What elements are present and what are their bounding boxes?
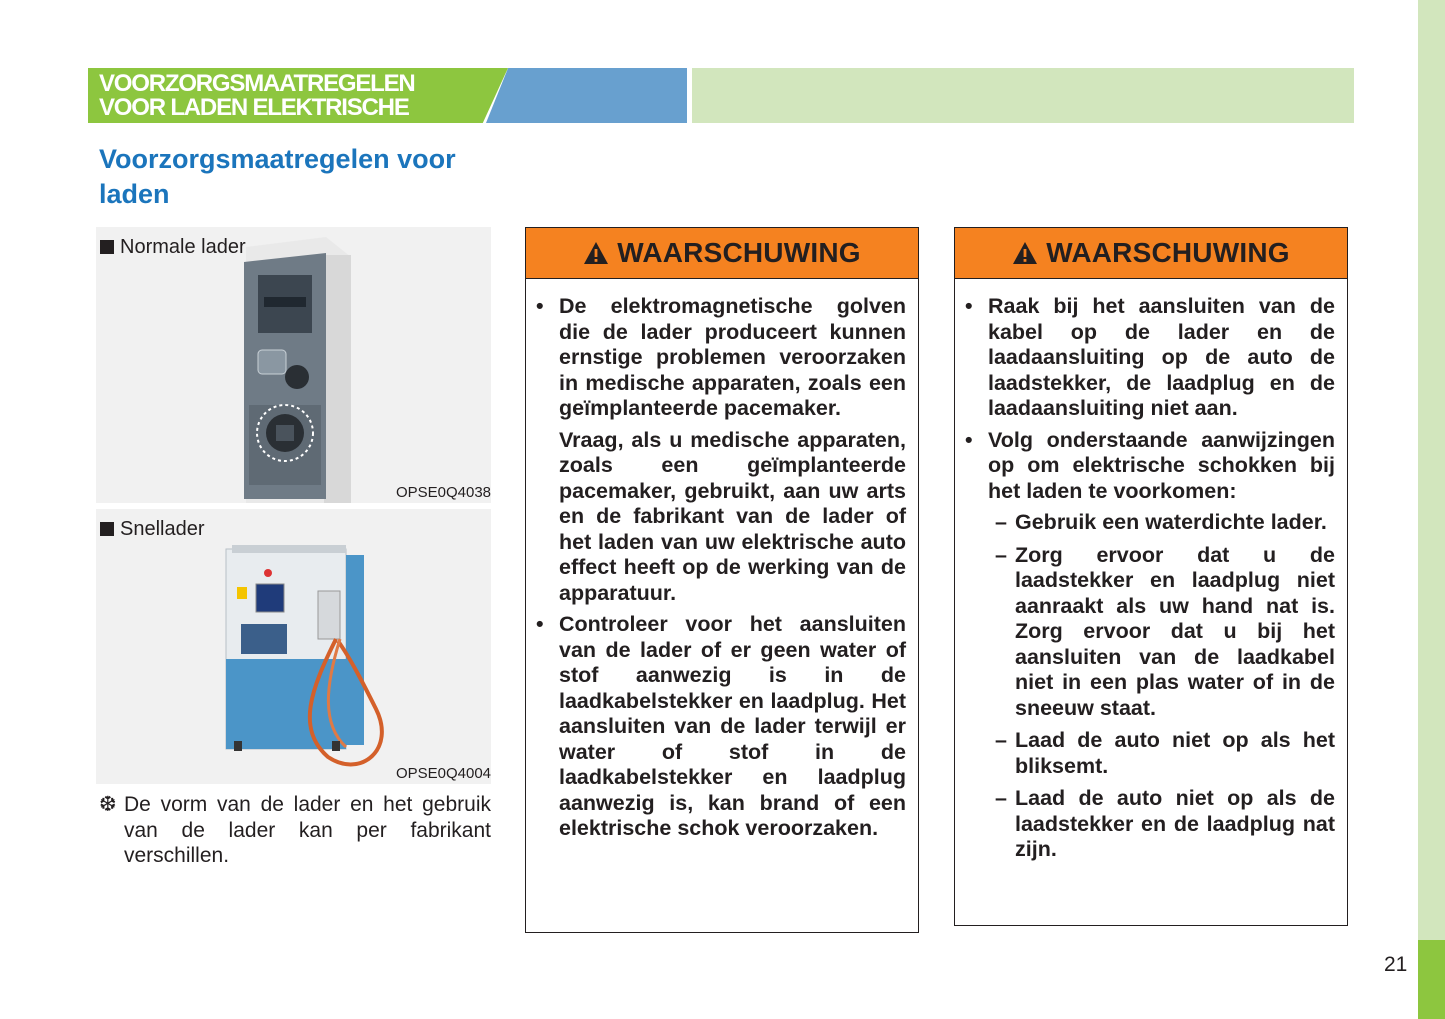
square-bullet-icon bbox=[100, 240, 114, 254]
warning-title: WAARSCHUWING bbox=[1046, 237, 1290, 268]
asterisk-note-icon: ❆ bbox=[99, 793, 117, 816]
warning-subitem: – Zorg ervoor dat u de laadstekker en laadplug niet aanraakt als uw hand nat is. Zorg ervoor dat u bij het aansluiten van de laadkabel niet in een plas water of in de sneeuw staat. bbox=[995, 542, 1335, 720]
figure-normal-charger bbox=[96, 227, 491, 503]
normal-charger-illustration bbox=[96, 227, 491, 503]
warning-subitem: – Laad de auto niet op als de laadstekker en de laadplug nat zijn. bbox=[995, 786, 1335, 861]
figure-note bbox=[99, 792, 491, 869]
figure-label-fast-charger: Snellader bbox=[100, 518, 205, 541]
warning-subitem: – Laad de auto niet op als het bliksemt. bbox=[995, 728, 1335, 778]
chapter-header-blue bbox=[486, 68, 687, 123]
dash-marker: – bbox=[995, 786, 1007, 810]
figure-note-text: De vorm van de lader en het gebruik van de lader kan per fabrikant verschillen. bbox=[124, 793, 491, 867]
warning-body bbox=[955, 279, 1347, 863]
warning-bullet: • Controleer voor het aansluiten van de lader of er geen water of stof aanwezig is in de laadkabelstekker en laadplug. Het aansluiten van de lader terwijl er water of stof in de laadkabelstekker en laadplug aanwezig is, kan brand of een elektrische schok veroorzaken. bbox=[536, 612, 906, 840]
figure-code: OPSE0Q4038 bbox=[395, 484, 491, 501]
warning-body bbox=[526, 279, 918, 842]
bullet-dot: • bbox=[965, 427, 973, 452]
figure-code: OPSE0Q4004 bbox=[395, 765, 491, 782]
warning-bullet-continuation: Vraag, als u medische apparaten, zoals een geïmplanteerde pacemaker, gebruikt, aan uw arts en de fabrikant van de lader of het laden van uw elektrische auto effect heeft op de werking van de apparatuur. bbox=[559, 427, 906, 605]
dash-marker: – bbox=[995, 728, 1007, 752]
page-edge-tab bbox=[1418, 0, 1445, 1019]
warning-triangle-icon bbox=[583, 241, 609, 265]
chapter-title-line-2: VOOR LADEN ELEKTRISCHE bbox=[99, 94, 409, 121]
section-title: Voorzorgsmaatregelen voor laden bbox=[99, 144, 456, 209]
square-bullet-icon bbox=[100, 522, 114, 536]
page-number: 21 bbox=[1384, 953, 1408, 976]
warning-title: WAARSCHUWING bbox=[617, 237, 861, 268]
figure-label-normal-charger: Normale lader bbox=[100, 236, 246, 259]
warning-box-1 bbox=[525, 227, 919, 933]
warning-header bbox=[526, 228, 918, 279]
chapter-title-line-1: VOORZORGSMAATREGELEN bbox=[99, 70, 415, 97]
chapter-header-bar bbox=[692, 68, 1354, 123]
warning-box-2 bbox=[954, 227, 1348, 926]
fast-charger-illustration bbox=[96, 509, 491, 784]
dash-marker: – bbox=[995, 542, 1007, 567]
warning-header bbox=[955, 228, 1347, 279]
bullet-dot: • bbox=[536, 294, 544, 318]
dash-marker: – bbox=[995, 510, 1007, 534]
warning-subitem: – Gebruik een waterdichte lader. bbox=[995, 510, 1327, 534]
figure-fast-charger bbox=[96, 509, 491, 784]
warning-bullet: • De elektromagnetische golven die de lader produceert kunnen ernstige problemen veroorzaken in medische apparaten, zoals een geïmplanteerde pacemaker. bbox=[536, 294, 906, 420]
chapter-title bbox=[99, 72, 489, 120]
bullet-dot: • bbox=[965, 294, 973, 318]
warning-triangle-icon bbox=[1012, 241, 1038, 265]
bullet-dot: • bbox=[536, 612, 544, 636]
warning-bullet: • Volg onderstaande aanwijzingen op om elektrische schokken bij het laden te voorkomen: bbox=[965, 427, 1335, 503]
warning-bullet: • Raak bij het aansluiten van de kabel op de lader en de laadaansluiting op de auto de laadstekker, de laadplug en de laadaansluiting niet aan. bbox=[965, 294, 1335, 420]
page-edge-tab-marker bbox=[1418, 940, 1445, 1019]
